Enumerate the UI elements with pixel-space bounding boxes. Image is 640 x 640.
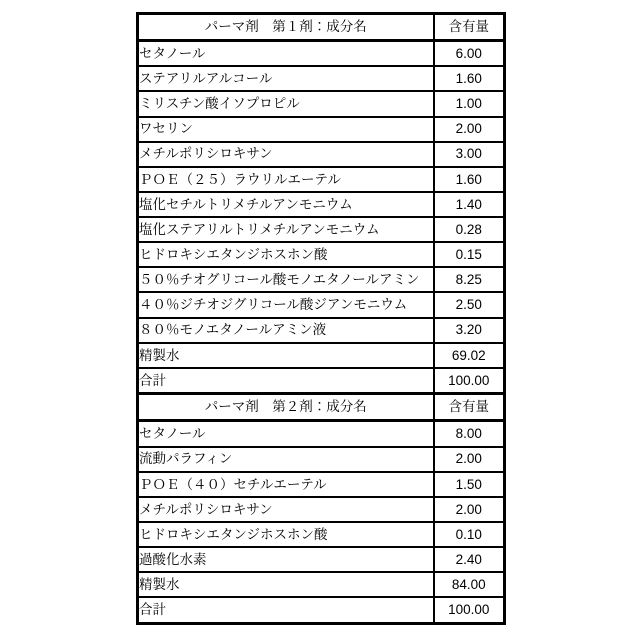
table-row: [138, 343, 505, 368]
ingredient-amount: 2.00: [434, 447, 505, 472]
ingredient-name: メチルポリシロキサン: [138, 497, 434, 522]
ingredients-table: [136, 12, 506, 625]
table-row: [138, 421, 505, 447]
section-title: パーマ剤 第２剤：成分名: [138, 394, 434, 421]
table-row: [138, 267, 505, 292]
ingredient-name: セタノール: [138, 40, 434, 66]
ingredient-amount: 0.15: [434, 242, 505, 267]
table-row: [138, 40, 505, 66]
ingredient-name: ヒドロキシエタンジホスホン酸: [138, 242, 434, 267]
ingredient-name: ヒドロキシエタンジホスホン酸: [138, 522, 434, 547]
table-row: [138, 497, 505, 522]
ingredient-name: 合計: [138, 597, 434, 623]
table-row: [138, 522, 505, 547]
ingredient-amount: 1.60: [434, 167, 505, 192]
ingredient-amount: 2.50: [434, 292, 505, 317]
section-header-row: [138, 14, 505, 41]
table-row: [138, 91, 505, 116]
ingredient-name: セタノール: [138, 421, 434, 447]
section-title: パーマ剤 第１剤：成分名: [138, 14, 434, 41]
amount-column-header: 含有量: [434, 14, 505, 41]
table-row: [138, 292, 505, 317]
table-row: [138, 142, 505, 167]
ingredient-name: 精製水: [138, 343, 434, 368]
ingredient-name: 過酸化水素: [138, 547, 434, 572]
table-row: [138, 447, 505, 472]
table-row: [138, 192, 505, 217]
ingredient-amount: 0.10: [434, 522, 505, 547]
ingredient-amount: 2.40: [434, 547, 505, 572]
table-row: [138, 318, 505, 343]
ingredient-amount: 1.00: [434, 91, 505, 116]
table-row: [138, 547, 505, 572]
ingredient-name: 合計: [138, 368, 434, 394]
ingredient-name: 精製水: [138, 572, 434, 597]
table-row: [138, 167, 505, 192]
ingredient-name: 流動パラフィン: [138, 447, 434, 472]
ingredient-name: ８０％モノエタノールアミン液: [138, 318, 434, 343]
ingredient-name: ＰＯＥ（４０）セチルエーテル: [138, 472, 434, 497]
ingredient-amount: 3.00: [434, 142, 505, 167]
ingredient-amount: 1.40: [434, 192, 505, 217]
ingredient-name: ４０％ジチオジグリコール酸ジアンモニウム: [138, 292, 434, 317]
ingredient-name: ミリスチン酸イソプロピル: [138, 91, 434, 116]
ingredient-name: 塩化ステアリルトリメチルアンモニウム: [138, 217, 434, 242]
ingredient-name: 塩化セチルトリメチルアンモニウム: [138, 192, 434, 217]
table-row: [138, 66, 505, 91]
ingredient-amount: 3.20: [434, 318, 505, 343]
table-row: [138, 368, 505, 394]
table-row: [138, 242, 505, 267]
table-row: [138, 472, 505, 497]
ingredient-amount: 100.00: [434, 597, 505, 623]
section-header-row: [138, 394, 505, 421]
table-body: [138, 14, 505, 624]
table-row: [138, 117, 505, 142]
ingredients-table-container: [136, 12, 506, 625]
ingredient-amount: 2.00: [434, 117, 505, 142]
ingredient-amount: 6.00: [434, 40, 505, 66]
table-row: [138, 597, 505, 623]
ingredient-amount: 8.00: [434, 421, 505, 447]
ingredient-name: ＰＯＥ（２５）ラウリルエーテル: [138, 167, 434, 192]
ingredient-amount: 100.00: [434, 368, 505, 394]
ingredient-amount: 84.00: [434, 572, 505, 597]
ingredient-name: ５０％チオグリコール酸モノエタノールアミン: [138, 267, 434, 292]
ingredient-amount: 8.25: [434, 267, 505, 292]
amount-column-header: 含有量: [434, 394, 505, 421]
ingredient-amount: 2.00: [434, 497, 505, 522]
table-row: [138, 217, 505, 242]
ingredient-amount: 69.02: [434, 343, 505, 368]
ingredient-amount: 0.28: [434, 217, 505, 242]
ingredient-name: ステアリルアルコール: [138, 66, 434, 91]
ingredient-amount: 1.60: [434, 66, 505, 91]
ingredient-name: メチルポリシロキサン: [138, 142, 434, 167]
ingredient-amount: 1.50: [434, 472, 505, 497]
table-row: [138, 572, 505, 597]
ingredient-name: ワセリン: [138, 117, 434, 142]
